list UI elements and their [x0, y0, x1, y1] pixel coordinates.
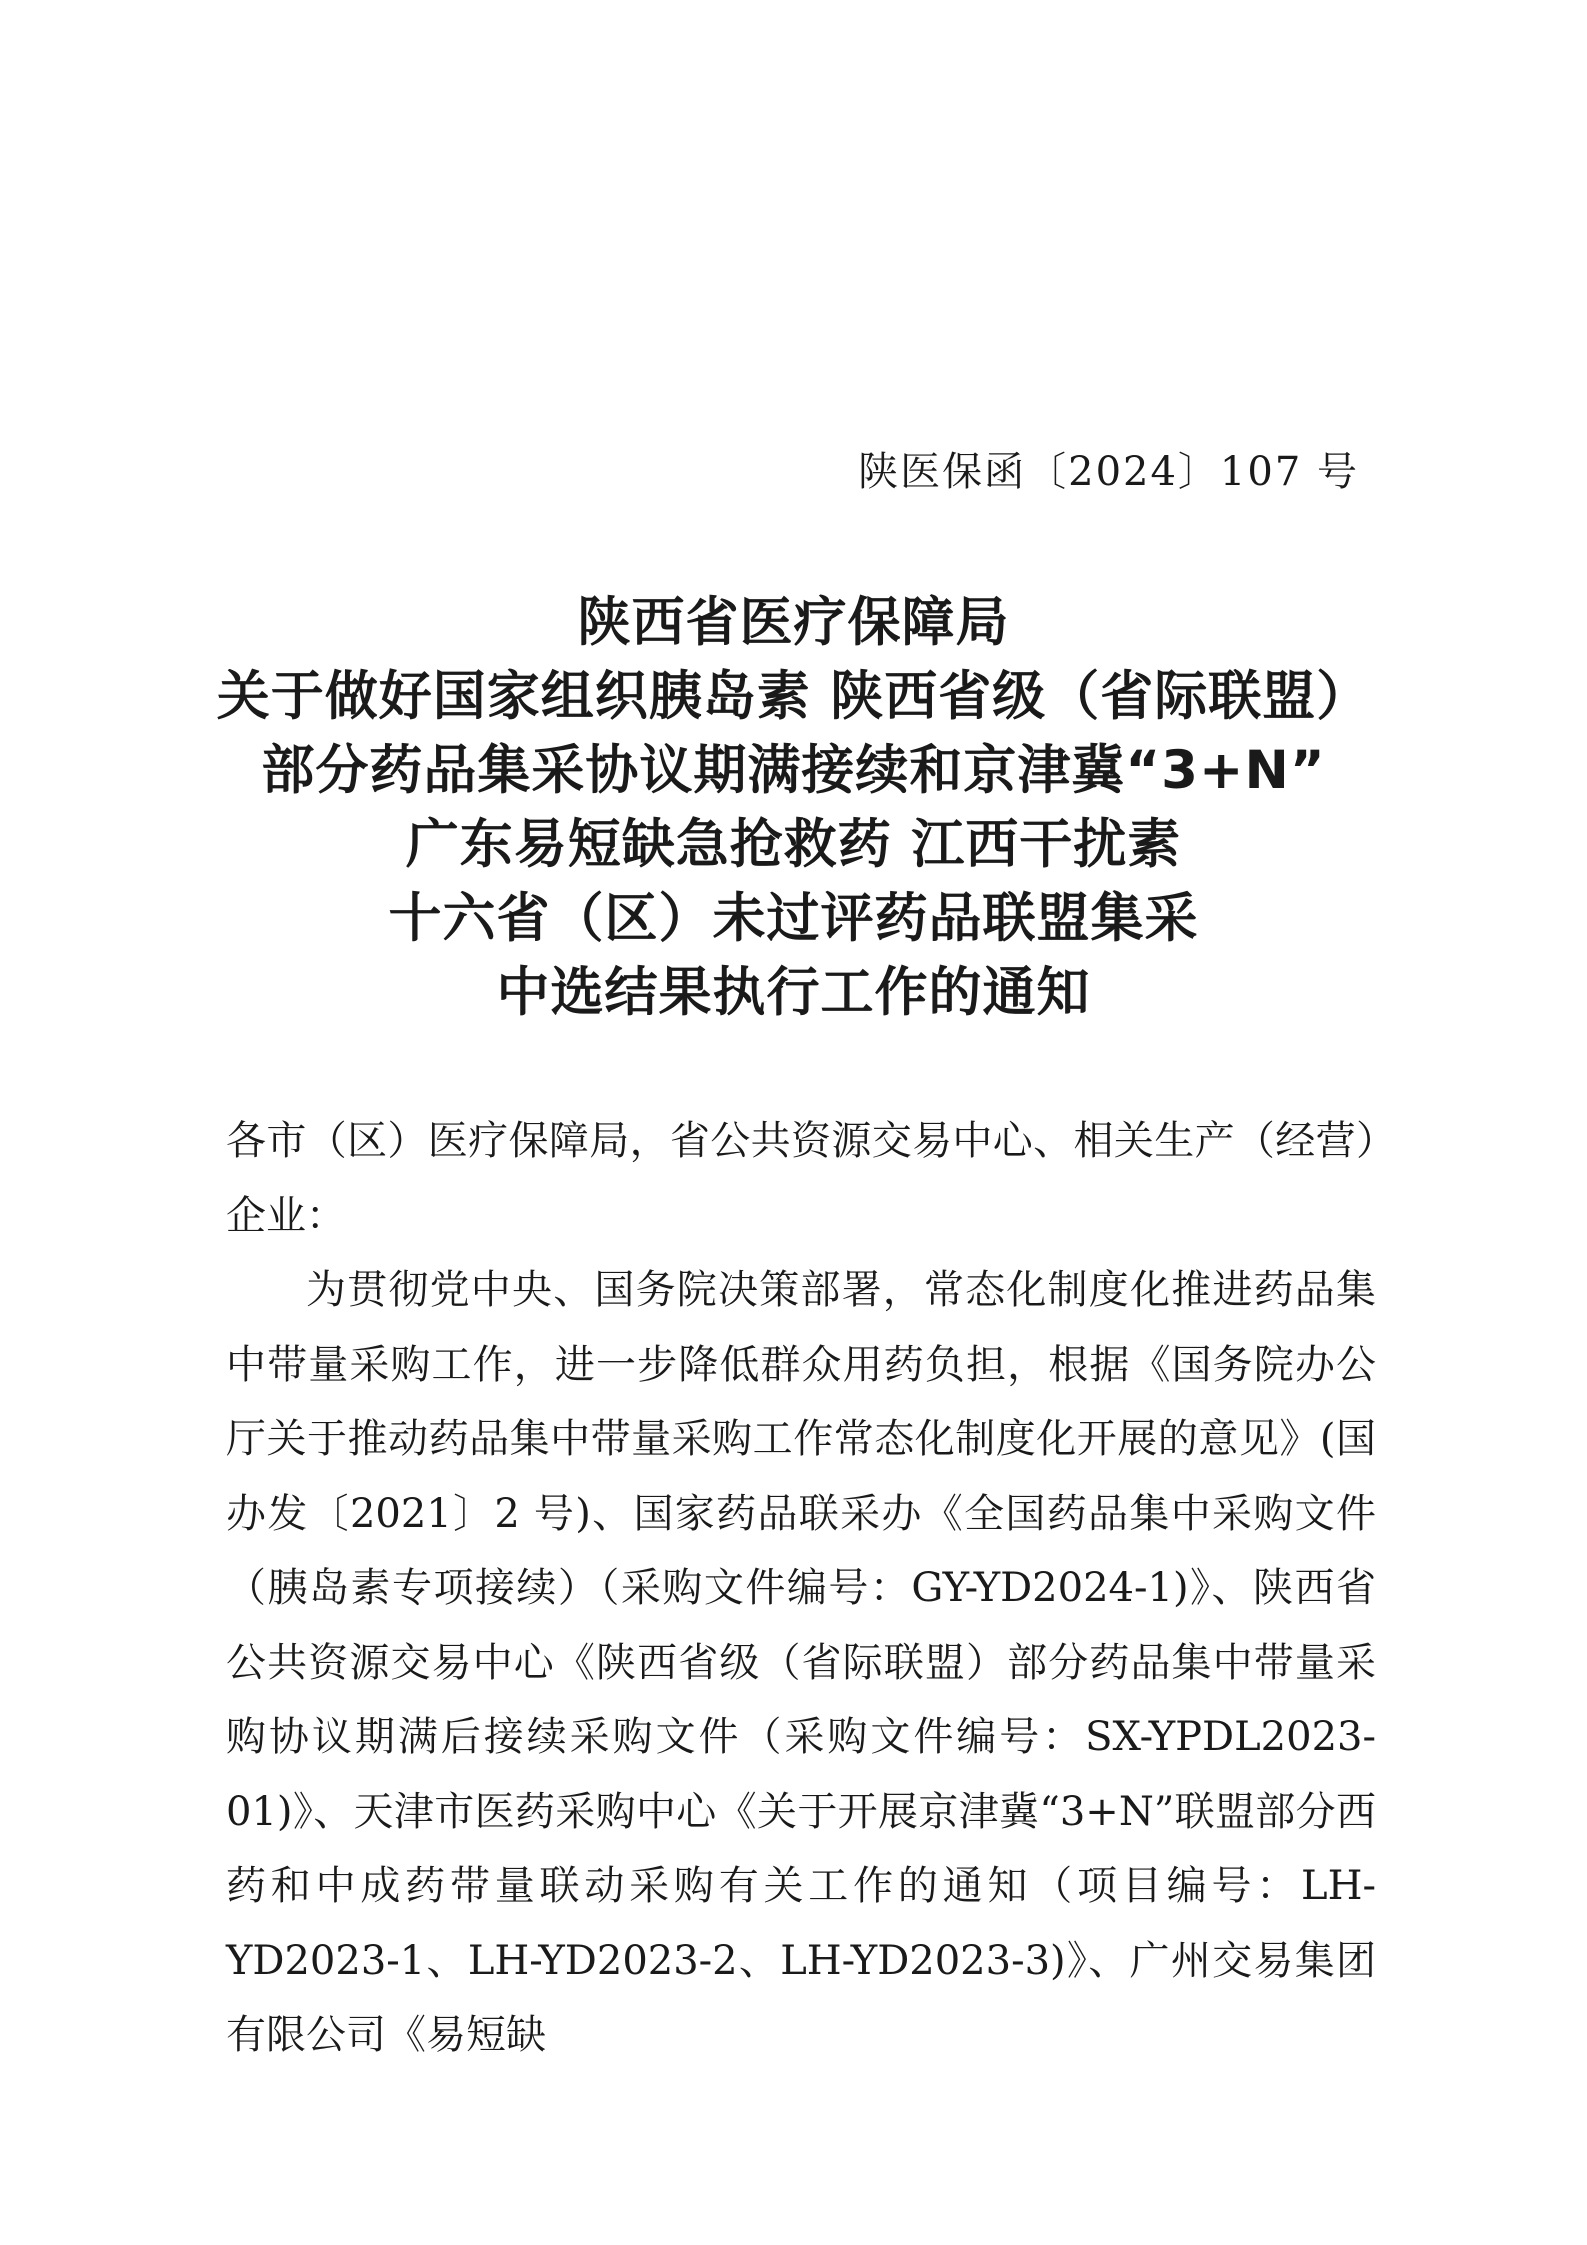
title-line: 中选结果执行工作的通知 [496, 962, 1091, 1023]
document-title [150, 586, 1437, 1030]
title-line: 部分药品集采协议期满接续和京津冀“3+N” [261, 740, 1326, 801]
addressee: 各市（区）医疗保障局，省公共资源交易中心、相关生产（经营）企业： [226, 1118, 1376, 1239]
body-paragraph: 为贯彻党中央、国务院决策部署，常态化制度化推进药品集中带量采购工作，进一步降低群众用药负担，根据《国务院办公厅关于推动药品集中带量采购工作常态化制度化开展的意见》(国办发〔2021〕2 号)、国家药品联采办《全国药品集中采购文件（胰岛素专项接续）（采购文件编号：GY-YD2024-1)》、陕西省公共资源交易中心《陕西省级（省际联盟）部分药品集中带量采购协议期满后接续采购文件（采购文件编号：SX-YPDL2023-01)》、天津市医药采购中心《关于开展京津冀“3+N”联盟部分西药和中成药带量联动采购有关工作的通知（项目编号：LH-YD2023-1、LH-YD2023-2、LH-YD2023-3)》、广州交易集团有限公司《易短缺 [226, 1267, 1376, 2058]
title-line: 广东易短缺急抢救药 江西干扰素 [405, 814, 1182, 875]
title-line: 十六省（区）未过评药品联盟集采 [388, 888, 1199, 949]
title-line: 关于做好国家组织胰岛素 陕西省级（省际联盟） [216, 666, 1371, 727]
title-line: 陕西省医疗保障局 [577, 592, 1010, 653]
document-number: 陕医保函〔2024〕107 号 [858, 449, 1359, 495]
document-body [226, 1104, 1376, 2073]
